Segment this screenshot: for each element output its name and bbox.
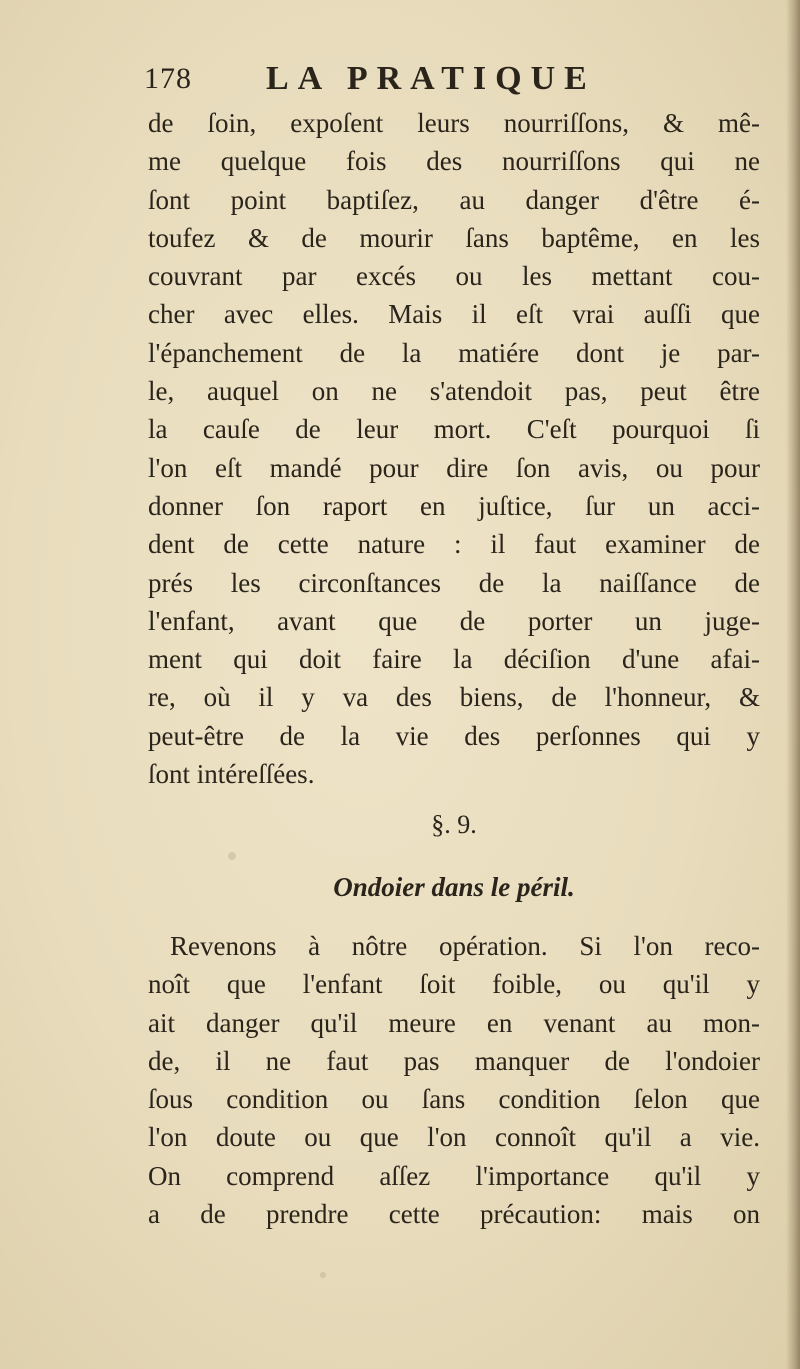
text-line: le, auquel on ne s'atendoit pas, peut être bbox=[148, 376, 760, 407]
text-line: Revenons à nôtre opération. Si l'on reco- bbox=[170, 931, 760, 961]
text-line: ment qui doit faire la déciſion d'une afai- bbox=[148, 644, 760, 675]
text-line: l'on doute ou que l'on connoît qu'il a vie. bbox=[148, 1122, 760, 1153]
running-head: LA PRATIQUE bbox=[266, 60, 596, 97]
text-line: l'on eſt mandé pour dire ſon avis, ou pour bbox=[148, 452, 760, 483]
text-line: re, où il y va des biens, de l'honneur, & bbox=[148, 682, 760, 713]
page-header bbox=[144, 60, 760, 104]
paper-stain bbox=[228, 852, 236, 860]
text-line: la cauſe de leur mort. C'eſt pourquoi ſi bbox=[148, 414, 760, 445]
text-line: noît que l'enfant ſoit foible, ou qu'il y bbox=[148, 969, 760, 1000]
text-line: ſont intéreſſées. bbox=[148, 759, 315, 790]
text-line: couvrant par excés ou les mettant cou- bbox=[148, 261, 760, 292]
paragraph-1 bbox=[148, 104, 760, 793]
text-line: l'enfant, avant que de porter un juge- bbox=[148, 605, 760, 636]
text-line: dent de cette nature : il faut examiner de bbox=[148, 529, 760, 560]
text-line: l'épanchement de la matiére dont je par- bbox=[148, 337, 760, 368]
text-line: de, il ne faut pas manquer de l'ondoier bbox=[148, 1045, 760, 1076]
page-number: 178 bbox=[144, 62, 192, 95]
text-line: prés les circonſtances de la naiſſance de bbox=[148, 567, 760, 598]
text-line: me quelque fois des nourriſſons qui ne bbox=[148, 146, 760, 177]
text-line: cher avec elles. Mais il eſt vrai auſſi que bbox=[148, 299, 760, 330]
text-line: ſont point baptiſez, au danger d'être é- bbox=[148, 184, 760, 215]
paper-stain bbox=[320, 1272, 326, 1278]
text-line: ſous condition ou ſans condition ſelon que bbox=[148, 1084, 760, 1115]
paragraph-2 bbox=[148, 927, 760, 1233]
text-block bbox=[144, 60, 760, 1230]
text-line: de ſoin, expoſent leurs nourriſſons, & mê- bbox=[148, 108, 760, 138]
text-line: ait danger qu'il meure en venant au mon- bbox=[148, 1007, 760, 1038]
section-title: Ondoier dans le péril. bbox=[333, 872, 575, 902]
page-edge-shadow bbox=[786, 0, 800, 1369]
text-line: donner ſon raport en juſtice, ſur un acci- bbox=[148, 490, 760, 521]
section-number: §. 9. bbox=[431, 810, 477, 839]
text-line: a de prendre cette précaution: mais on bbox=[148, 1199, 760, 1230]
text-line: toufez & de mourir ſans baptême, en les bbox=[148, 222, 760, 253]
text-line: peut-être de la vie des perſonnes qui y bbox=[148, 720, 760, 751]
text-line: On comprend aſſez l'importance qu'il y bbox=[148, 1160, 760, 1191]
